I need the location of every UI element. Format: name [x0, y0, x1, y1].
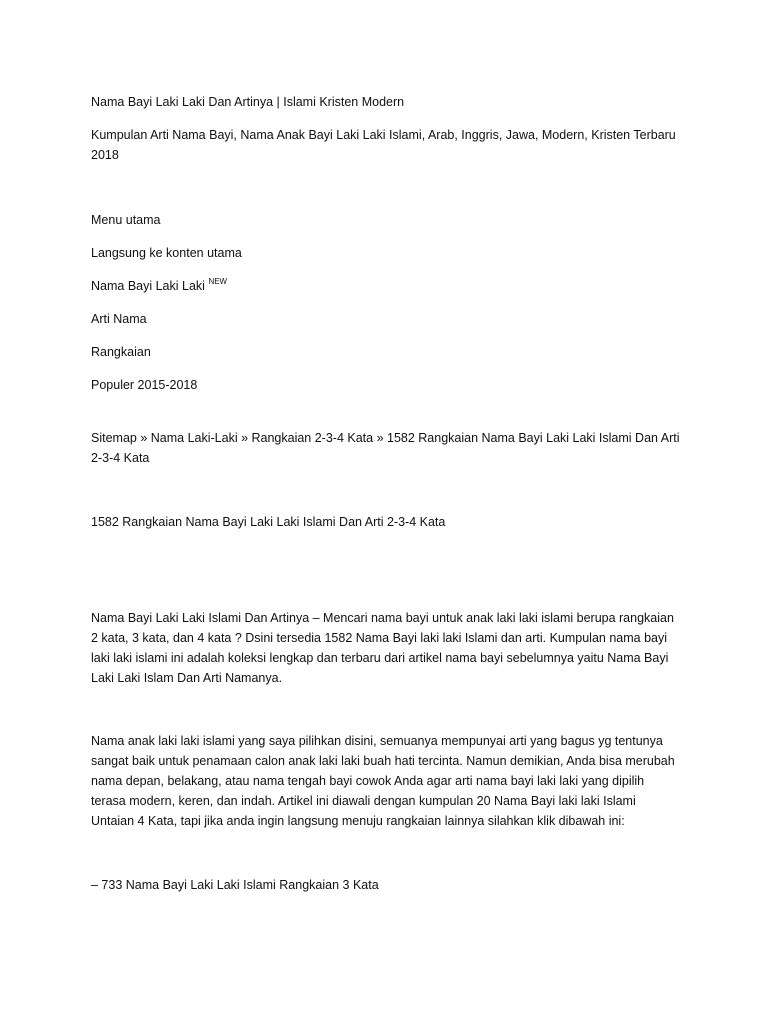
skip-to-content-link[interactable]: Langsung ke konten utama — [91, 246, 242, 260]
menu-main[interactable]: Menu utama — [91, 213, 161, 227]
menu-item-arti-nama[interactable]: Arti Nama — [91, 312, 147, 326]
new-badge: NEW — [208, 277, 228, 286]
post-title: 1582 Rangkaian Nama Bayi Laki Laki Islami Dan Arti 2-3-4 Kata — [91, 515, 446, 529]
site-title[interactable]: Nama Bayi Laki Laki Dan Artinya | Islami Kristen Modern — [91, 95, 405, 109]
menu-item-label: Nama Bayi Laki Laki — [91, 279, 205, 293]
breadcrumb[interactable]: Sitemap » Nama Laki-Laki » Rangkaian 2-3-4 Kata » 1582 Rangkaian Nama Bayi Laki Laki Islami Dan Arti 2-3-4 Kata — [91, 431, 680, 465]
post-paragraph-1: Nama Bayi Laki Laki Islami Dan Artinya – Mencari nama bayi untuk anak laki laki islami berupa rangkaian 2 kata, 3 kata, dan 4 kata ? Dsini tersedia 1582 Nama Bayi laki laki Islami dan arti. Kumpulan nama bayi laki laki islami ini adalah koleksi lengkap dan terbaru dari artikel nama bayi sebelumnya yaitu Nama Bayi Laki Laki Islam Dan Arti Namanya. — [91, 611, 674, 685]
menu-item-rangkaian[interactable]: Rangkaian — [91, 345, 151, 359]
post-paragraph-2: Nama anak laki laki islami yang saya pilihkan disini, semuanya mempunyai arti yang bagus yg tentunya sangat baik untuk penamaan calon anak laki laki buah hati tercinta. Namun demikian, Anda bisa merubah nama depan, belakang, atau nama tengah bayi cowok Anda agar arti nama bayi laki laki yang dipilih terasa modern, keren, dan indah. Artikel ini diawali dengan kumpulan 20 Nama Bayi laki laki Islami Untaian 4 Kata, tapi jika anda ingin langsung menuju rangkaian lainnya silahkan klik dibawah ini: — [91, 734, 675, 828]
menu-item-populer[interactable]: Populer 2015-2018 — [91, 378, 198, 392]
menu-item-nama-bayi[interactable] — [91, 276, 681, 296]
list-item-link[interactable]: – 733 Nama Bayi Laki Laki Islami Rangkaian 3 Kata — [91, 878, 379, 892]
document-page — [91, 92, 681, 895]
site-description: Kumpulan Arti Nama Bayi, Nama Anak Bayi Laki Laki Islami, Arab, Inggris, Jawa, Modern, Kristen Terbaru 2018 — [91, 128, 676, 162]
